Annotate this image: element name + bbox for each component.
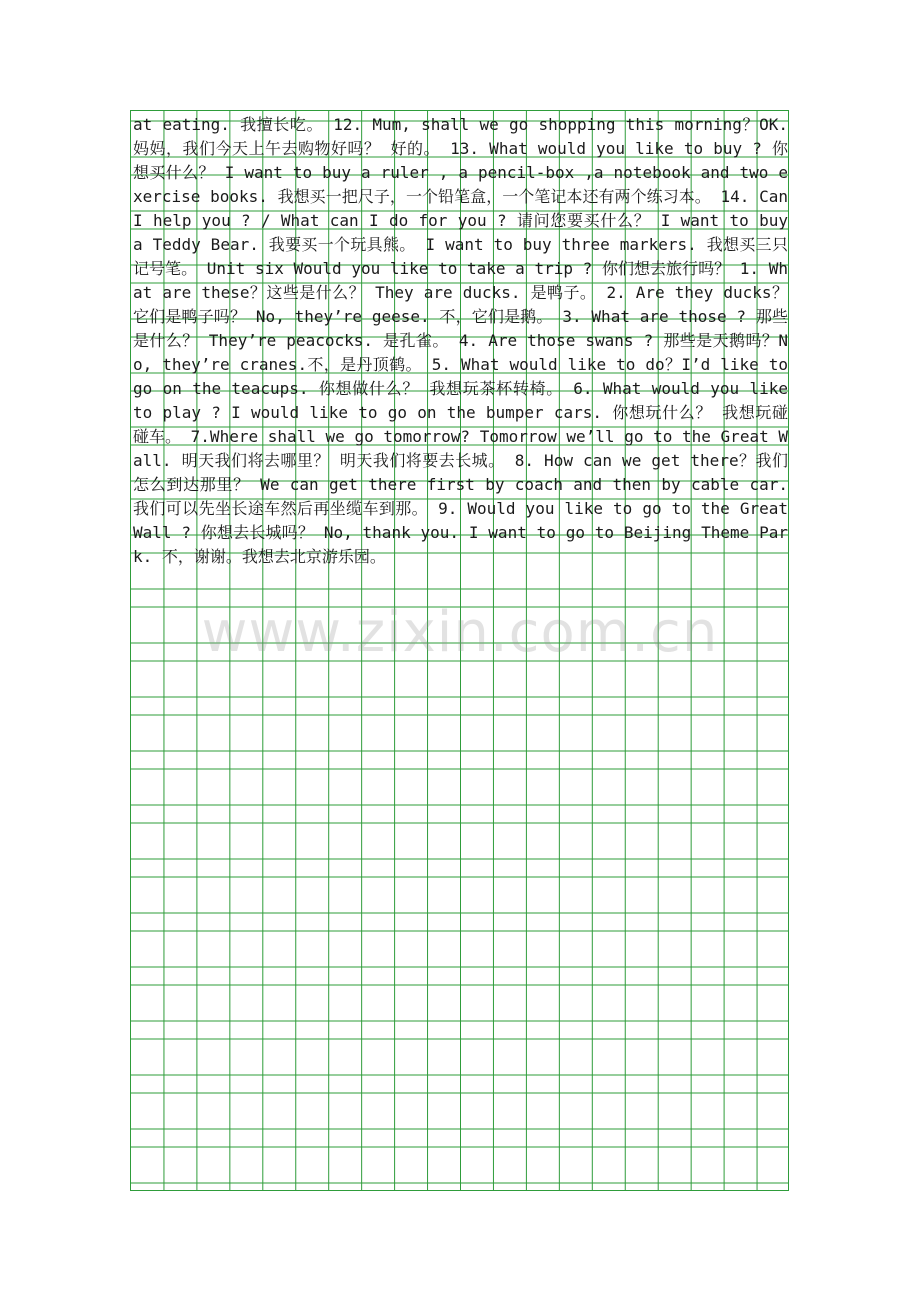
document-body-text: at eating. 我擅长吃。 12. Mum, shall we go shopping this morning？OK. 妈妈，我们今天上午去购物好吗？ 好的。 13. What would you like to buy ? 你想买什么？ I want to buy a ruler , a pencil-box ,a notebook and two exercise books. 我想买一把尺子，一个铅笔盒，一个笔记本还有两个练习本。 14. Can I help you ? / What can I do for you ? 请问您要买什么？ I want to buy a Teddy Bear. 我要买一个玩具熊。 I want to buy three markers. 我想买三只记号笔。 Unit six Would you like to take a trip ? 你们想去旅行吗？ 1. What are these？这些是什么？ They are ducks. 是鸭子。 2. Are they ducks？它们是鸭子吗？ No, they’re geese. 不，它们是鹅。 3. What are those ? 那些是什么？ They’re peacocks. 是孔雀。 4. Are those swans ? 那些是天鹅吗？No, they’re cranes.不，是丹顶鹤。 5. What would like to do？I’d like to go on the teacups. 你想做什么？ 我想玩茶杯转椅。 6. What would you like to play ? I would like to go on the bumper cars. 你想玩什么？ 我想玩碰碰车。 7.Where shall we go tomorrow? Tomorrow we’ll go to the Great Wall. 明天我们将去哪里？ 明天我们将要去长城。 8. How can we get there？我们怎么到达那里？ We can get there first by coach and then by cable car. 我们可以先坐长途车然后再坐缆车到那。 9. Would you like to go to the Great Wall ? 你想去长城吗？ No, thank you. I want to go to Beijing Theme Park. 不，谢谢。我想去北京游乐园。	[133, 115, 788, 566]
writing-grid-sheet	[130, 110, 789, 1191]
watermark-text: www.zixin.com.cn	[201, 600, 719, 665]
document-text-block	[133, 113, 788, 569]
